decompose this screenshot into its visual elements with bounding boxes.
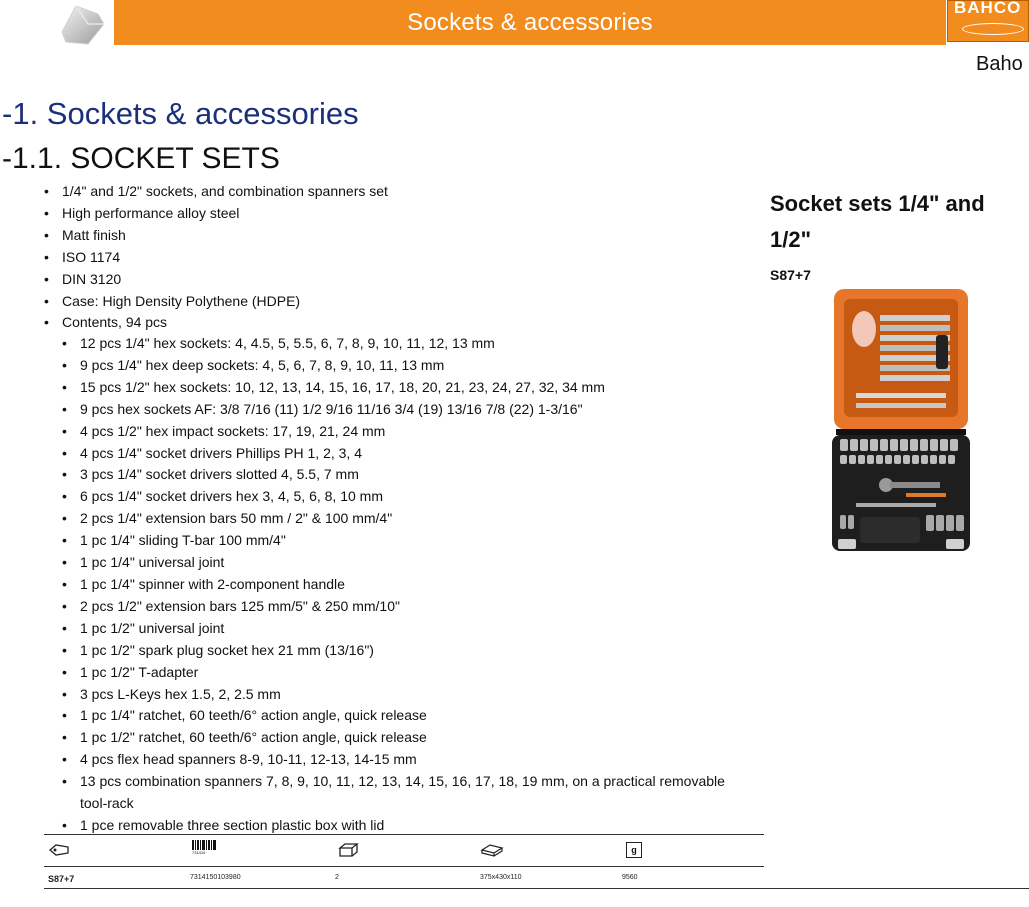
contents-list	[62, 333, 752, 837]
header-title: Sockets & accessories	[407, 8, 653, 36]
barcode-caption: 731415	[192, 850, 206, 855]
list-item: • 6 pcs 1/4" socket drivers hex 3, 4, 5, 6, 8, 10 mm	[62, 486, 752, 508]
barcode-icon	[192, 840, 216, 860]
section-heading: -1. Sockets & accessories	[2, 96, 359, 131]
list-item: • 3 pcs L-Keys hex 1.5, 2, 2.5 mm	[62, 684, 752, 706]
table-bottom-rule	[44, 888, 1029, 889]
list-item: • DIN 3120	[44, 269, 404, 291]
list-item: • 1 pc 1/2" T-adapter	[62, 662, 752, 684]
brand-logo-oval	[962, 23, 1024, 35]
list-item: • 1/4" and 1/2" sockets, and combination spanners set	[44, 181, 404, 203]
list-item: • 4 pcs flex head spanners 8-9, 10-11, 12-13, 14-15 mm	[62, 749, 752, 771]
list-item: • 1 pce removable three section plastic box with lid	[62, 815, 752, 837]
brand-name: Baho	[976, 53, 1023, 75]
list-item: • 1 pc 1/4" ratchet, 60 teeth/6° action angle, quick release	[62, 705, 752, 727]
list-item: • 4 pcs 1/4" socket drivers Phillips PH 1, 2, 3, 4	[62, 443, 752, 465]
brand-logo-text: BAHCO	[954, 0, 1022, 17]
dimensions-icon	[480, 840, 504, 860]
row-weight: 9560	[622, 874, 638, 881]
row-dimensions: 375x430x110	[480, 874, 522, 881]
list-item: • 15 pcs 1/2" hex sockets: 10, 12, 13, 14, 15, 16, 17, 18, 20, 21, 23, 24, 27, 32, 34 mm	[62, 377, 752, 399]
list-item: • 1 pc 1/4" sliding T-bar 100 mm/4"	[62, 530, 752, 552]
product-code: S87+7	[770, 267, 811, 283]
table-top-rule	[44, 834, 764, 835]
row-quantity: 2	[335, 874, 339, 881]
socket-set-case-image	[826, 285, 976, 557]
list-item: • 13 pcs combination spanners 7, 8, 9, 10, 11, 12, 13, 14, 15, 16, 17, 18, 19 mm, on a practical removable tool-rack	[62, 771, 752, 815]
feature-list	[44, 181, 404, 334]
row-code: S87+7	[48, 874, 75, 884]
list-item: • 1 pc 1/2" spark plug socket hex 21 mm (13/16")	[62, 640, 752, 662]
list-item: • 9 pcs hex sockets AF: 3/8 7/16 (11) 1/2 9/16 11/16 3/4 (19) 13/16 7/8 (22) 1-3/16"	[62, 399, 752, 421]
list-item: • 2 pcs 1/2" extension bars 125 mm/5" & 250 mm/10"	[62, 596, 752, 618]
list-item: • ISO 1174	[44, 247, 404, 269]
table-mid-rule	[44, 866, 764, 867]
brand-logo	[947, 0, 1029, 42]
weight-icon-glyph: g	[631, 845, 637, 855]
list-item: • 4 pcs 1/2" hex impact sockets: 17, 19, 21, 24 mm	[62, 421, 752, 443]
list-item: • 1 pc 1/2" ratchet, 60 teeth/6° action angle, quick release	[62, 727, 752, 749]
list-item: • Contents, 94 pcs	[44, 312, 404, 334]
list-item: • 1 pc 1/4" spinner with 2-component handle	[62, 574, 752, 596]
list-item: • 2 pcs 1/4" extension bars 50 mm / 2" & 100 mm/4"	[62, 508, 752, 530]
product-title: Socket sets 1/4" and 1/2"	[770, 191, 985, 252]
section-cube-icon	[58, 2, 106, 46]
list-item: • 9 pcs 1/4" hex deep sockets: 4, 5, 6, 7, 8, 9, 10, 11, 13 mm	[62, 355, 752, 377]
product-code-icon	[48, 840, 70, 860]
list-item: • 3 pcs 1/4" socket drivers slotted 4, 5.5, 7 mm	[62, 464, 752, 486]
header-bar	[114, 0, 946, 45]
list-item: • Case: High Density Polythene (HDPE)	[44, 291, 404, 313]
subsection-heading: -1.1. SOCKET SETS	[2, 142, 280, 175]
list-item: • 1 pc 1/2" universal joint	[62, 618, 752, 640]
list-item: • High performance alloy steel	[44, 203, 404, 225]
list-item: • 1 pc 1/4" universal joint	[62, 552, 752, 574]
package-quantity-icon	[337, 840, 359, 860]
list-item: • Matt finish	[44, 225, 404, 247]
list-item: • 12 pcs 1/4" hex sockets: 4, 4.5, 5, 5.5, 6, 7, 8, 9, 10, 11, 12, 13 mm	[62, 333, 752, 355]
row-ean: 7314150103980	[190, 874, 241, 881]
weight-icon	[626, 840, 642, 860]
